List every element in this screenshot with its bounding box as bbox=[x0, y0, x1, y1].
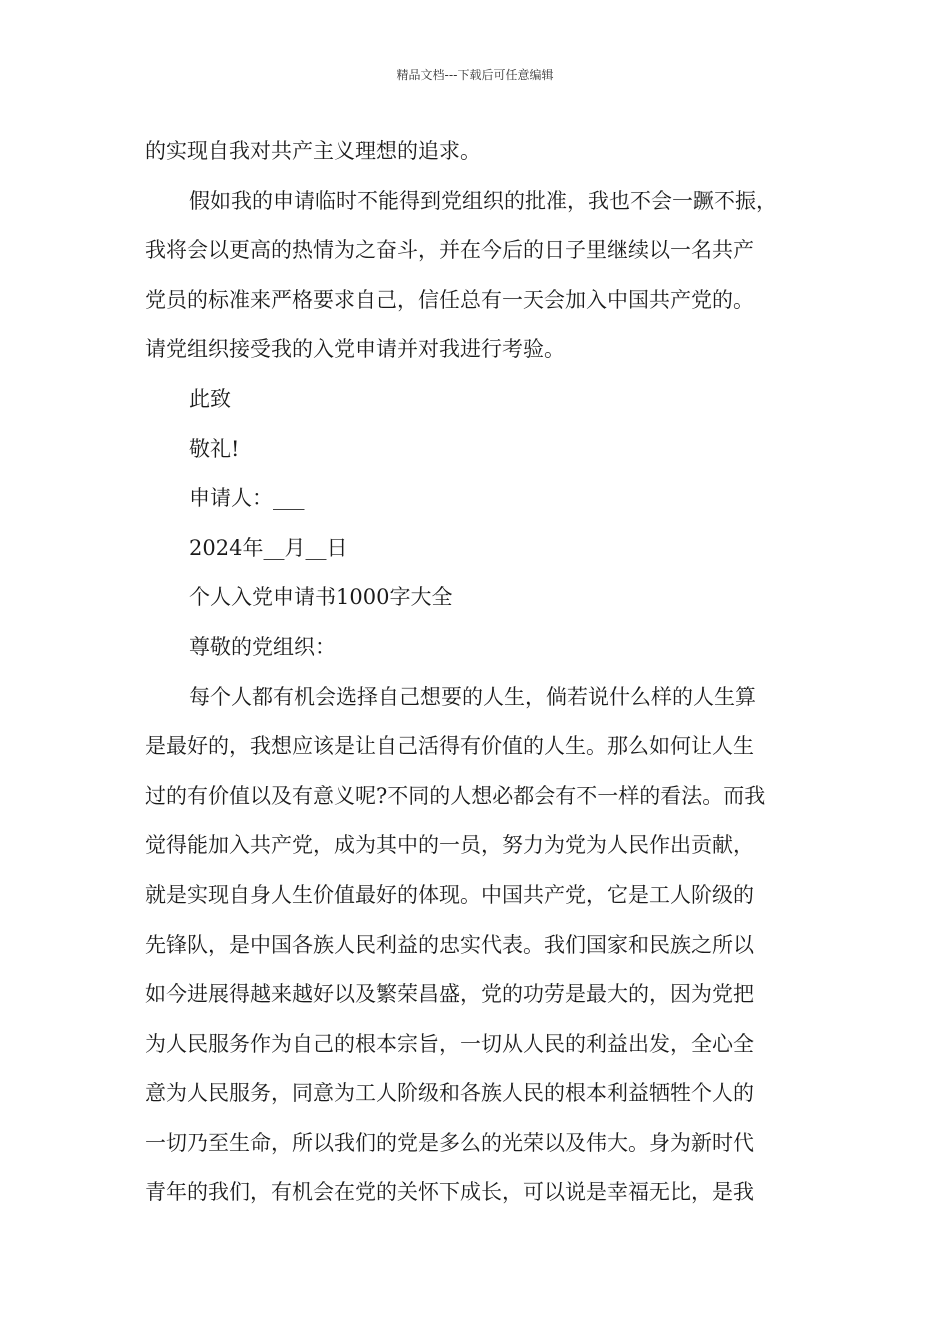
text-line-16: 就是实现自身人生价值最好的体现。中国共产党，它是工人阶级的 bbox=[145, 882, 754, 907]
text-line-21: 一切乃至生命，所以我们的党是多么的光荣以及伟大。身为新时代 bbox=[145, 1130, 754, 1155]
text-line-19: 为人民服务作为自己的根本宗旨，一切从人民的利益出发，全心全 bbox=[145, 1031, 754, 1056]
text-line-3: 我将会以更高的热情为之奋斗，并在今后的日子里继续以一名共产 bbox=[145, 238, 754, 263]
page-header: 精品文档---下载后可任意编辑 bbox=[396, 68, 554, 82]
text-line-15: 觉得能加入共产党，成为其中的一员，努力为党为人民作出贡献， bbox=[145, 833, 754, 858]
text-line-12: 每个人都有机会选择自己想要的人生，倘若说什么样的人生算 bbox=[189, 684, 756, 709]
text-line-20: 意为人民服务，同意为工人阶级和各族人民的根本利益牺牲个人的 bbox=[145, 1081, 754, 1106]
text-line-22: 青年的我们，有机会在党的关怀下成长，可以说是幸福无比，是我 bbox=[145, 1180, 754, 1205]
document-body bbox=[145, 127, 810, 1218]
text-line-4: 党员的标准来严格要求自己，信任总有一天会加入中国共产党的。 bbox=[145, 287, 754, 312]
letter-greeting: 尊敬的党组织： bbox=[189, 634, 336, 659]
section-title: 个人入党申请书1000字大全 bbox=[189, 585, 453, 610]
applicant-signature-line: 申请人：___ bbox=[189, 486, 305, 511]
text-line-1: 的实现自我对共产主义理想的追求。 bbox=[145, 139, 481, 163]
text-line-2: 假如我的申请临时不能得到党组织的批准，我也不会一蹶不振， bbox=[189, 188, 777, 213]
closing-salutation: 此致 bbox=[189, 386, 231, 411]
text-line-14: 过的有价值以及有意义呢?不同的人想必都会有不一样的看法。而我 bbox=[145, 783, 766, 808]
date-line: 2024年__月__日 bbox=[189, 535, 348, 560]
text-line-13: 是最好的，我想应该是让自己活得有价值的人生。那么如何让人生 bbox=[145, 734, 754, 759]
text-line-17: 先锋队，是中国各族人民利益的忠实代表。我们国家和民族之所以 bbox=[145, 932, 754, 957]
text-line-5: 请党组织接受我的入党申请并对我进行考验。 bbox=[145, 337, 565, 362]
closing-regards: 敬礼! bbox=[189, 436, 240, 461]
text-line-18: 如今进展得越来越好以及繁荣昌盛，党的功劳是最大的，因为党把 bbox=[145, 982, 754, 1007]
